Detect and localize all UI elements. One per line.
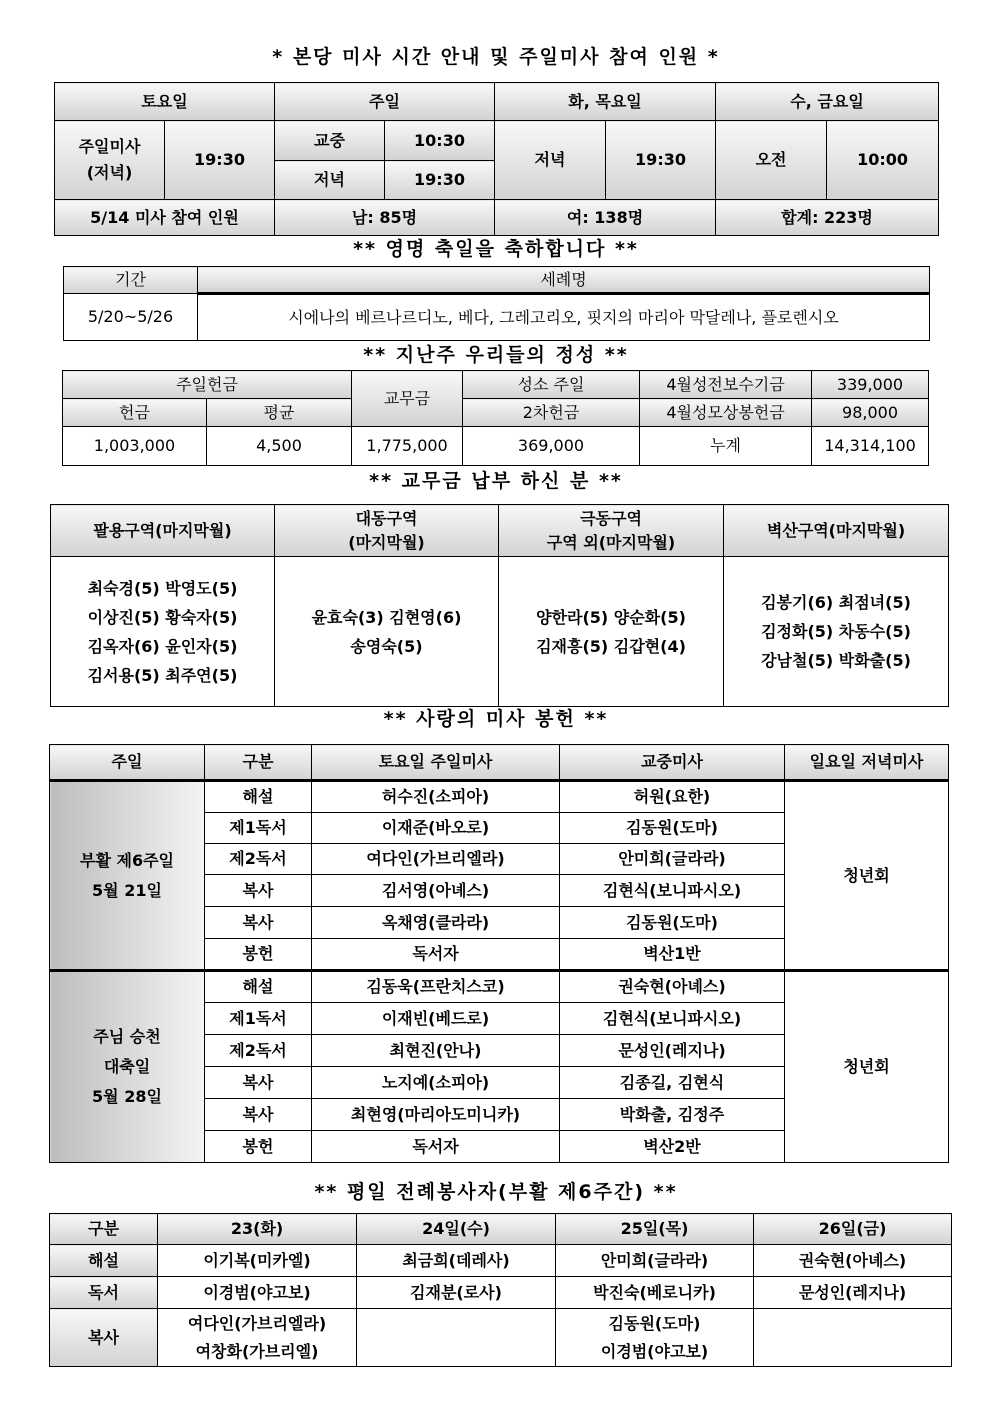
offering-header-dues: 교무금 [352,371,463,427]
offering-header-sanct1: 성소 주일 [463,371,640,399]
table-row-role: 복사 [205,907,312,939]
sat-label-line2: (저녁) [86,163,133,182]
table-row-role: 해설 [205,971,312,1003]
table-cell-sat: 이재빈(베드로) [312,1003,560,1035]
table-cell-sat: 독서자 [312,939,560,971]
wd-header-role: 구분 [50,1214,158,1245]
wed-fri-time: 10:00 [827,121,939,200]
list-item: 강남철(5) 박화출(5) [761,651,911,670]
table-row-role: 제2독서 [205,844,312,875]
table-cell-main: 김동원(도마) [560,907,785,939]
feast-title: ** 영명 축일을 축하합니다 ** [353,238,639,260]
offering-value-avg: 4,500 [207,427,352,466]
table-cell: 김재분(로사) [357,1277,556,1309]
list-item: 김서용(5) 최주연(5) [87,665,238,685]
dues-header-daedong-2: (마지막월) [348,532,425,552]
table-cell-sat: 최현영(마리아도미니카) [312,1099,560,1131]
table-cell-main: 안미희(글라라) [560,844,785,875]
table-cell-main: 권숙현(아녜스) [560,971,785,1003]
dues-table [50,504,949,707]
attendance-label: 5/14 미사 참여 인원 [55,200,275,236]
offering-header-cum: 누계 [640,427,812,466]
week1-day-line2: 5월 21일 [92,880,162,900]
table-cell-main: 김현식(보니파시오) [560,1003,785,1035]
list-item: 여다인(가브리엘라) [187,1313,327,1333]
wd-header-wed: 24일(수) [357,1214,556,1245]
table-row-role: 복사 [205,875,312,907]
table-row-role: 제1독서 [205,813,312,844]
week1-day-line1: 부활 제6주일 [80,850,174,870]
list-item: 이경범(야고보) [600,1341,709,1361]
wd-row-server: 복사 [50,1309,158,1367]
table-cell-sat: 여다인(가브리엘라) [312,844,560,875]
week1-evening: 청년회 [785,781,949,971]
dues-title: ** 교무금 납부 하신 분 ** [369,470,623,492]
table-cell: 안미희(글라라) [556,1245,754,1277]
week2-day-line1: 주님 승천 [93,1027,161,1046]
header-wed-fri: 수, 금요일 [716,83,939,121]
list-item: 김봉기(6) 최점녀(5) [761,593,911,612]
table-cell-main: 벽산2반 [560,1131,785,1163]
list-item: 김재흥(5) 김갑현(4) [536,636,686,656]
list-item: 김정화(5) 차동수(5) [761,622,911,641]
table-cell: 문성인(레지나) [754,1277,952,1309]
offering-value-fund2: 98,000 [812,399,929,427]
week2-day-line3: 5월 28일 [92,1087,162,1106]
tue-thu-label: 저녁 [495,121,606,200]
weekday-title: ** 평일 전례봉사자(부활 제6주간) ** [314,1181,678,1203]
offering-header-fund1: 4월성전보수기금 [640,371,812,399]
offering-value-dues: 1,775,000 [352,427,463,466]
table-cell-sat: 독서자 [312,1131,560,1163]
list-item: 송영숙(5) [350,636,423,656]
week2-evening: 청년회 [785,971,949,1163]
table-cell-main: 문성인(레지나) [560,1035,785,1067]
wd-row-reading: 독서 [50,1277,158,1309]
table-cell-sat: 최현진(안나) [312,1035,560,1067]
offering-header-sanct2: 2차헌금 [463,399,640,427]
attendance-male: 남: 85명 [275,200,495,236]
list-item: 이상진(5) 황숙자(5) [87,607,238,627]
offering-header-avg: 평균 [207,399,352,427]
header-tue-thu: 화, 목요일 [495,83,716,121]
table-cell-sat: 노지예(소피아) [312,1067,560,1099]
offering-table [62,370,929,466]
dues-header-geukdong-2: 구역 외(마지막월) [546,532,676,552]
table-cell: 박진숙(베로니카) [556,1277,754,1309]
dues-header-daedong [275,505,499,557]
dues-header-geukdong [499,505,724,557]
list-item: 김옥자(6) 윤인자(5) [87,636,238,656]
feast-table [63,266,930,341]
wd-header-fri: 26일(금) [754,1214,952,1245]
table-cell-main: 김종길, 김현식 [560,1067,785,1099]
table-row-role: 해설 [205,781,312,813]
list-item: 최숙경(5) 박영도(5) [87,578,238,598]
table-cell-sat: 김동욱(프란치스코) [312,971,560,1003]
offering-value-cum: 14,314,100 [812,427,929,466]
list-item: 윤효숙(3) 김현영(6) [311,607,462,627]
love-mass-title: ** 사랑의 미사 봉헌 ** [383,708,609,730]
attendance-female: 여: 138명 [495,200,716,236]
list-item: 김동원(도마) [608,1313,701,1333]
mass-schedule-table [54,82,939,236]
table-row-role: 제1독서 [205,1003,312,1035]
dues-list-palyong [51,557,275,707]
table-cell-sat: 김서영(아녜스) [312,875,560,907]
dues-header-daedong-1: 대동구역 [355,508,418,528]
table-cell [357,1309,556,1367]
dues-list-byeoksan [724,557,949,707]
sunday-1-label: 교중 [275,121,385,161]
table-cell-main: 허원(요한) [560,781,785,813]
lm-header-main: 교중미사 [560,745,785,781]
sunday-1-time: 10:30 [385,121,495,161]
week2-day [50,971,205,1163]
table-cell: 이기복(미카엘) [158,1245,357,1277]
offering-title: ** 지난주 우리들의 정성 ** [363,344,629,366]
table-cell-main: 벽산1반 [560,939,785,971]
dues-header-byeoksan: 벽산구역(마지막월) [724,505,949,557]
lm-header-role: 구분 [205,745,312,781]
table-cell: 이경범(야고보) [158,1277,357,1309]
offering-header-cash: 헌금 [63,399,207,427]
dues-list-daedong [275,557,499,707]
wd-row-commentary: 해설 [50,1245,158,1277]
dues-header-geukdong-1: 극동구역 [580,508,642,528]
saturday-time: 19:30 [165,121,275,200]
offering-value-fund1: 339,000 [812,371,929,399]
header-sunday: 주일 [275,83,495,121]
schedule-title: * 본당 미사 시간 안내 및 주일미사 참여 인원 * [272,46,720,68]
table-cell-main: 김현식(보니파시오) [560,875,785,907]
table-cell [754,1309,952,1367]
table-row-role: 복사 [205,1067,312,1099]
offering-header-fund2: 4월성모상봉헌금 [640,399,812,427]
lm-header-sat: 토요일 주일미사 [312,745,560,781]
saturday-mass-label [55,121,165,200]
table-cell [158,1309,357,1367]
table-row-role: 봉헌 [205,939,312,971]
weekday-table [49,1213,952,1367]
header-saturday: 토요일 [55,83,275,121]
offering-value-sanct: 369,000 [463,427,640,466]
table-row-role: 봉헌 [205,1131,312,1163]
table-cell-main: 박화출, 김정주 [560,1099,785,1131]
table-row-role: 제2독서 [205,1035,312,1067]
list-item: 양한라(5) 양순화(5) [536,607,686,627]
table-cell [556,1309,754,1367]
offering-value-cash: 1,003,000 [63,427,207,466]
lm-header-eve: 일요일 저녁미사 [785,745,949,781]
list-item: 여창화(가브리엘) [195,1341,319,1361]
sat-label-line1: 주일미사 [78,137,141,156]
wd-header-thu: 25일(목) [556,1214,754,1245]
feast-header-period: 기간 [64,267,198,294]
attendance-total: 합계: 223명 [716,200,939,236]
sunday-2-label: 저녁 [275,161,385,200]
dues-header-palyong: 팔용구역(마지막월) [51,505,275,557]
table-cell-sat: 허수진(소피아) [312,781,560,813]
feast-period: 5/20~5/26 [64,294,198,341]
wed-fri-label: 오전 [716,121,827,200]
table-cell-sat: 이재준(바오로) [312,813,560,844]
offering-header-sunday: 주일헌금 [63,371,352,399]
week1-day [50,781,205,971]
dues-list-geukdong [499,557,724,707]
table-cell: 권숙현(아녜스) [754,1245,952,1277]
table-cell-main: 김동원(도마) [560,813,785,844]
tue-thu-time: 19:30 [606,121,716,200]
lm-header-day: 주일 [50,745,205,781]
feast-header-names: 세례명 [198,267,930,294]
love-mass-table [49,744,949,1163]
wd-header-tue: 23(화) [158,1214,357,1245]
table-cell-sat: 옥채영(클라라) [312,907,560,939]
week2-day-line2: 대축일 [103,1057,151,1076]
table-cell: 최금희(데레사) [357,1245,556,1277]
feast-names: 시에나의 베르나르디노, 베다, 그레고리오, 핏지의 마리아 막달레나, 플로렌시오 [198,294,930,341]
table-row-role: 복사 [205,1099,312,1131]
sunday-2-time: 19:30 [385,161,495,200]
